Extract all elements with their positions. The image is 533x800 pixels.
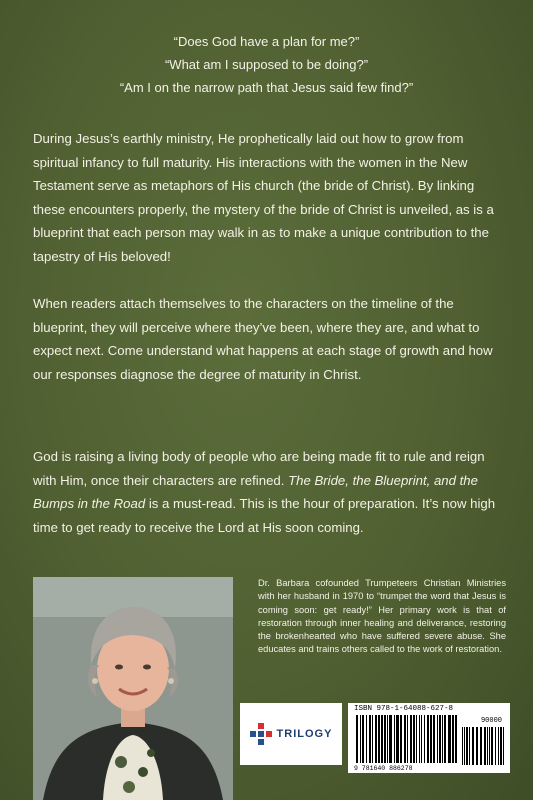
price-code: 90000 xyxy=(480,717,502,725)
paragraph-invitation-start: God is raising a living body of people who are being made fit to rule and reign with Him, once their characters are refined. xyxy=(33,449,485,488)
publisher-mark-icon xyxy=(250,723,272,745)
paragraph-invitation xyxy=(33,445,505,539)
author-portrait-illustration xyxy=(33,577,233,800)
barcode-bars xyxy=(348,703,510,773)
paragraph-ministry: During Jesus’s earthly ministry, He prophetically laid out how to grow from spiritual infancy to full maturity. His interactions with the women in the New Testament serve as metaphors of His church (the bride of Christ). By linking these encounters properly, the mystery of the bride of Christ is unveiled, as is a blueprint that each person may walk in as to make a unique contribution to the tapestry of His beloved! xyxy=(33,131,494,264)
isbn-number: ISBN 978-1-64088-627-8 xyxy=(354,705,454,713)
author-bio: Dr. Barbara cofounded Trumpeteers Christian Ministries with her husband in 1970 to “trumpet the word that Jesus is coming soon: get ready!” Her primary work is that of restoration through inner healing and deliverance, restoring the brokenhearted who have suffered severe abuse. She educates and trains others called to the work of restoration. xyxy=(258,578,506,655)
paragraph-invitation-end: is a must-read. This is the hour of preparation. It’s now high time to get ready to receive the Lord at His soon coming. xyxy=(33,496,496,535)
paragraph-timeline: When readers attach themselves to the characters on the timeline of the blueprint, they will perceive where they’ve been, where they are, and what to expect next. Come understand what happens at each stage of growth and how our responses diagnose the degree of maturity in Christ. xyxy=(33,296,493,382)
opening-questions xyxy=(0,30,533,99)
publisher-logo xyxy=(240,703,342,765)
author-photo xyxy=(33,577,233,800)
question-3: “Am I on the narrow path that Jesus said few find?” xyxy=(119,80,414,95)
question-2: “What am I supposed to be doing?” xyxy=(164,57,369,72)
publisher-name: TRILOGY xyxy=(276,728,333,740)
question-1: “Does God have a plan for me?” xyxy=(173,34,360,49)
isbn-barcode xyxy=(348,703,510,773)
book-title: The Bride, the Blueprint, and the Bumps in the Road xyxy=(33,472,478,511)
barcode-digits: 9 781640 886278 xyxy=(354,765,413,772)
